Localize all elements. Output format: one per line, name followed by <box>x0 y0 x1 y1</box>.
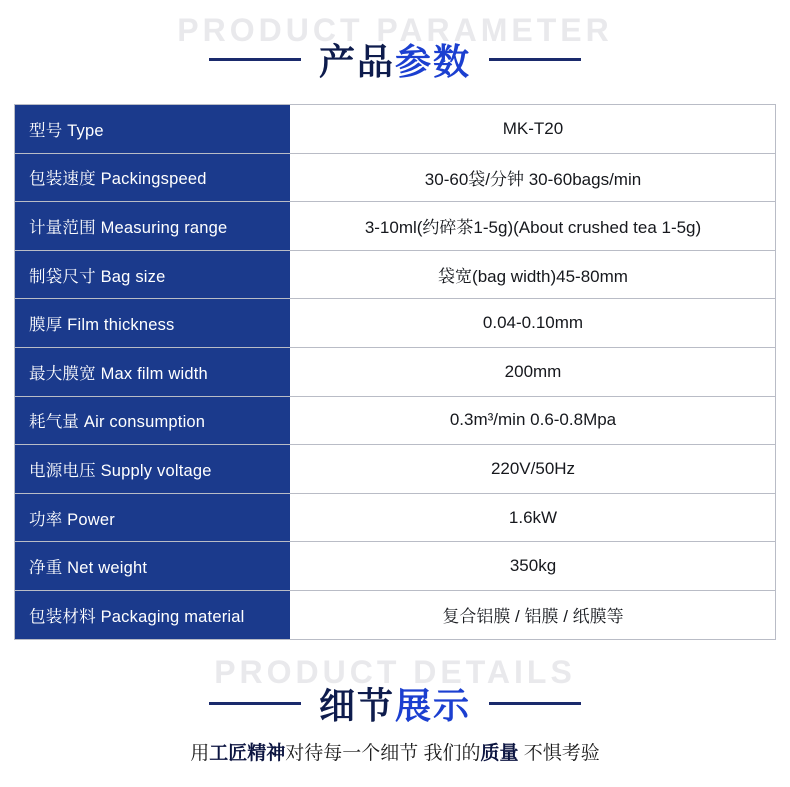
spec-value: 袋宽(bag width)45-80mm <box>438 267 628 287</box>
table-row <box>15 299 775 348</box>
parameter-section-header <box>0 0 790 96</box>
tagline-part-3: 对待每一个细节 我们的 <box>285 743 481 764</box>
spec-value: 350kg <box>509 556 557 576</box>
details-tagline <box>0 738 790 765</box>
spec-label: 包装速度 Packingspeed <box>15 154 291 202</box>
tagline-part-5: 不惧考验 <box>518 743 600 764</box>
table-row <box>15 591 775 639</box>
title-rule-left <box>209 58 301 61</box>
spec-label: 最大膜宽 Max film width <box>15 348 291 396</box>
title-rule-right <box>489 58 581 61</box>
spec-value: 30-60袋/分钟 30-60bags/min <box>424 169 642 189</box>
spec-value: 0.04-0.10mm <box>482 313 584 333</box>
details-rule-left <box>209 702 301 705</box>
specifications-table <box>14 104 776 640</box>
table-row <box>15 445 775 494</box>
table-row <box>15 202 775 251</box>
spec-value: 3-10ml(约碎茶1-5g)(About crushed tea 1-5g) <box>364 218 702 238</box>
spec-label: 计量范围 Measuring range <box>15 202 291 250</box>
spec-label: 电源电压 Supply voltage <box>15 445 291 493</box>
parameter-title-row <box>0 34 790 85</box>
table-row <box>15 348 775 397</box>
table-row <box>15 154 775 203</box>
spec-value: MK-T20 <box>502 118 564 138</box>
tagline-part-4: 质量 <box>480 743 519 764</box>
spec-label: 型号 Type <box>15 105 291 153</box>
details-watermark-text: PRODUCT DETAILS <box>214 654 576 690</box>
spec-label: 功率 Power <box>15 494 291 542</box>
spec-value: 1.6kW <box>508 507 558 527</box>
spec-value: 220V/50Hz <box>490 458 576 478</box>
spec-value: 200mm <box>504 361 562 381</box>
table-row <box>15 105 775 154</box>
spec-value: 0.3m³/min 0.6-0.8Mpa <box>449 410 617 430</box>
table-row <box>15 251 775 300</box>
details-title <box>319 678 471 729</box>
table-row <box>15 542 775 591</box>
spec-label: 制袋尺寸 Bag size <box>15 251 291 299</box>
details-rule-right <box>489 702 581 705</box>
spec-label: 包装材料 Packaging material <box>15 591 291 639</box>
details-title-part-1: 细节 <box>318 685 395 726</box>
details-title-row <box>0 678 790 729</box>
details-title-part-2: 展示 <box>395 685 472 726</box>
page-title-part-2: 参数 <box>395 41 472 82</box>
table-row <box>15 494 775 543</box>
tagline-part-1: 用 <box>190 743 210 764</box>
details-section-header <box>0 650 790 787</box>
spec-label: 耗气量 Air consumption <box>15 397 291 445</box>
spec-value: 复合铝膜 / 铝膜 / 纸膜等 <box>442 607 624 627</box>
table-row <box>15 397 775 446</box>
tagline-part-2: 工匠精神 <box>209 743 286 764</box>
page-title <box>319 34 471 85</box>
spec-label: 膜厚 Film thickness <box>15 299 291 347</box>
parameter-watermark-text: PRODUCT PARAMETER <box>177 12 613 48</box>
page-title-part-1: 产品 <box>318 41 395 82</box>
spec-label: 净重 Net weight <box>15 542 291 590</box>
